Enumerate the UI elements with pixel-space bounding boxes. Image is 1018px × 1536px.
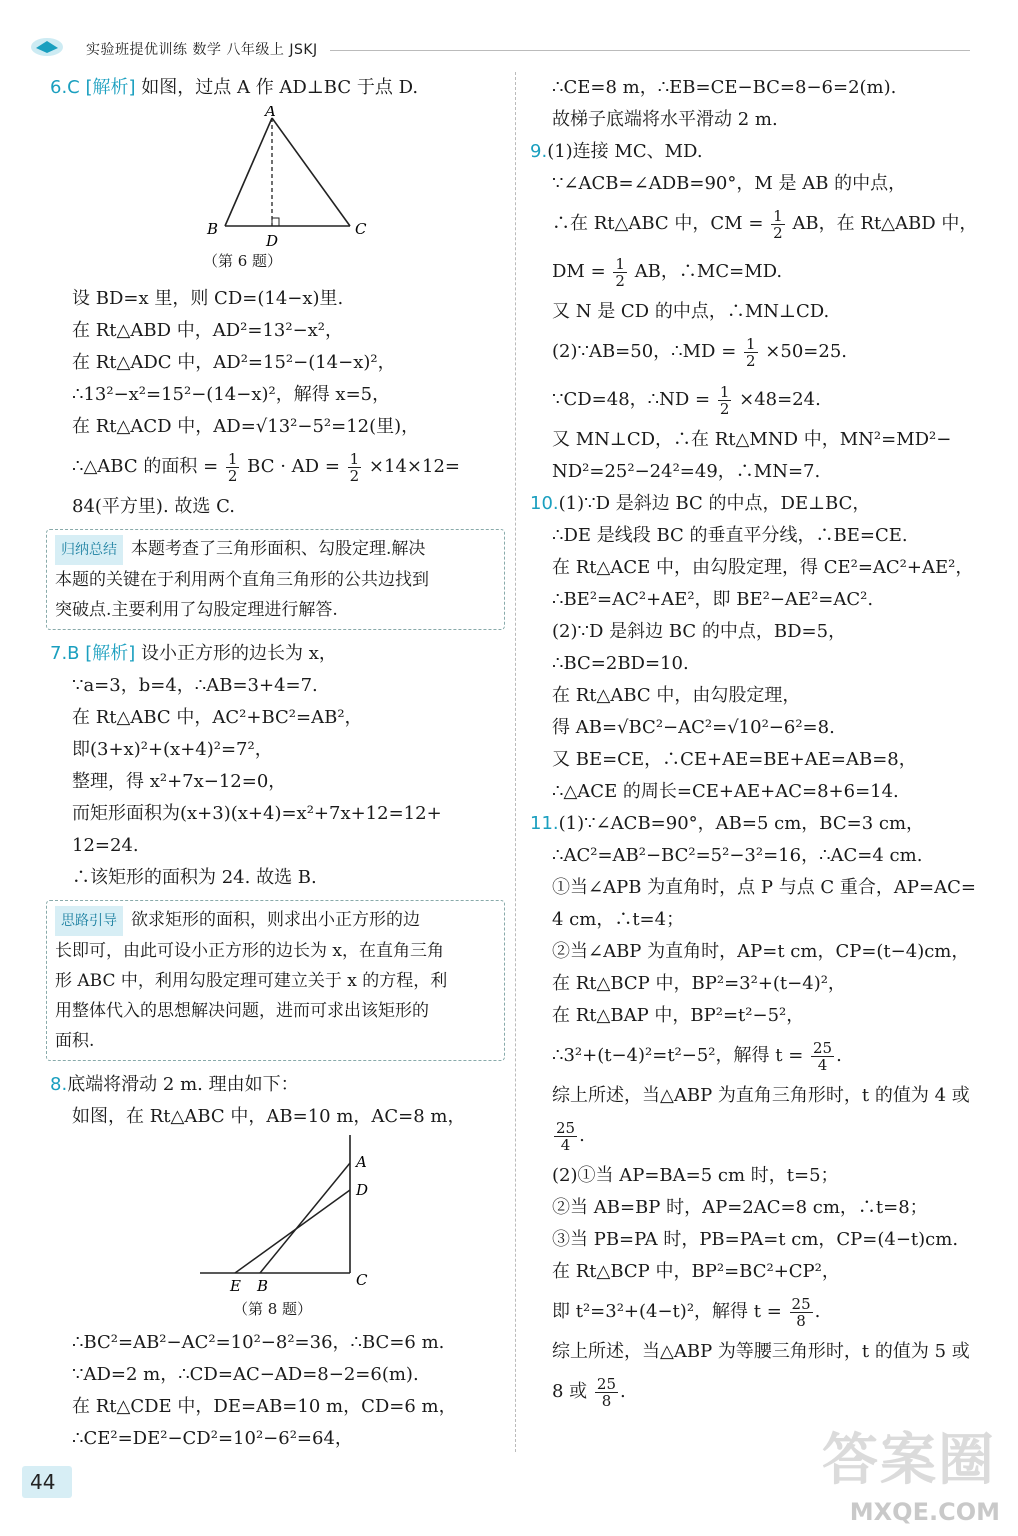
q8-figure (50, 1135, 505, 1325)
q6-line1: 设 BD=x 里，则 CD=(14−x)里. (72, 288, 344, 309)
q8-line1: ∴BC²=AB²−AC²=10²−8²=36，∴BC=6 m. (72, 1332, 445, 1353)
q11-line15: 综上所述，当△ABP 为等腰三角形时，t 的值为 5 或 (552, 1341, 970, 1362)
q6-line3: 在 Rt△ADC 中，AD²=15²−(14−x)²， (72, 352, 396, 373)
guide-label: 思路引导 (55, 906, 123, 936)
q6-label-B: B (207, 220, 219, 238)
guide-box: 思路引导 欲求矩形的面积，则求出小正方形的边 长即可，由此可设小正方形的边长为 x，在直角三角 形 ABC 中，利用勾股定理可建立关于 x 的方程，利 用整体代入的思想解决问题，进而可求出该矩形的 面积. (46, 900, 505, 1061)
q9-line6: ∵CD=48，∴ND = $\frac{1}{2}$ ×48=24. (552, 382, 821, 418)
q10-line9: ∴△ACE 的周长=CE+AE+AC=8+6=14. (552, 781, 899, 802)
q9-line5: (2)∵AB=50，∴MD = $\frac{1}{2}$ ×50=25. (552, 334, 847, 370)
fraction: $\frac{25}{4}$ (556, 1118, 576, 1154)
q6-label-A: A (265, 106, 276, 120)
q7-heading: 7.B [解析] 设小正方形的边长为 x， (50, 643, 337, 664)
summary-label: 归纳总结 (55, 535, 123, 565)
q7-line2: 在 Rt△ABC 中，AC²+BC²=AB²， (72, 707, 363, 728)
q11-line4: ②当∠ABP 为直角时，AP=t cm，CP=(t−4)cm， (552, 941, 970, 962)
q9-line1: ∵∠ACB=∠ADB=90°，M 是 AB 的中点， (552, 173, 907, 194)
right-column (530, 72, 980, 1416)
q6-heading: 6.C [解析] 如图，过点 A 作 AD⊥BC 于点 D. (50, 77, 419, 98)
q11-line8: 综上所述，当△ABP 为直角三角形时，t 的值为 4 或 (552, 1085, 970, 1106)
q9-line4: 又 N 是 CD 的中点，∴MN⊥CD. (552, 301, 830, 322)
q9-line7: 又 MN⊥CD，∴在 Rt△MND 中，MN²=MD²− (552, 429, 952, 450)
q7-line5: 而矩形面积为(x+3)(x+4)=x²+7x+12=12+ (72, 803, 442, 824)
fraction: $\frac{1}{2}$ (746, 334, 756, 370)
q8-label-A: A (356, 1153, 367, 1171)
book-logo-icon (30, 36, 64, 58)
q11-line7: ∴3²+(t−4)²=t²−5²，解得 t = $\frac{25}{4}$ . (552, 1038, 842, 1074)
fraction: $\frac{1}{2}$ (773, 206, 783, 242)
q6-line5: 在 Rt△ACD 中，AD=√13²−5²=12(里)， (72, 416, 420, 437)
q10-line3: ∴BE²=AC²+AE²，即 BE²−AE²=AC². (552, 589, 874, 610)
q9-line8: ND²=25²−24²=49，∴MN=7. (552, 461, 821, 482)
q7-line1: ∵a=3，b=4，∴AB=3+4=7. (72, 675, 318, 696)
q11-line12: ③当 PB=PA 时，PB=PA=t cm，CP=(4−t)cm. (552, 1229, 959, 1250)
q10-line4: (2)∵D 是斜边 BC 的中点，BD=5， (552, 621, 847, 642)
q8-label-C: C (356, 1271, 368, 1289)
q11-line3: 4 cm，∴t=4； (552, 909, 685, 930)
q9-line3: DM = $\frac{1}{2}$ AB，∴MC=MD. (552, 254, 783, 290)
column-divider (515, 72, 516, 1452)
q8-line4: ∴CE²=DE²−CD²=10²−6²=64， (72, 1428, 353, 1449)
fraction: $\frac{1}{2}$ (349, 449, 360, 485)
q11-line11: ②当 AB=BP 时，AP=2AC=8 cm，∴t=8； (552, 1197, 928, 1218)
header-title: 实验班提优训练 数学 八年级上 JSKJ (86, 42, 318, 58)
q10-line8: 又 BE=CE，∴CE+AE=BE+AE=AB=8， (552, 749, 917, 770)
page-header (30, 36, 980, 58)
q8-line3: 在 Rt△CDE 中，DE=AB=10 m，CD=6 m， (72, 1396, 457, 1417)
left-column (50, 72, 505, 1455)
q10-line5: ∴BC=2BD=10. (552, 653, 689, 674)
summary-box: 归纳总结 本题考查了三角形面积、勾股定理.解决 本题的关键在于利用两个直角三角形的公共边找到 突破点.主要利用了勾股定理进行解答. (46, 529, 505, 630)
watermark-text: MXQE.COM (849, 1498, 1000, 1526)
fraction: $\frac{1}{2}$ (227, 449, 238, 485)
q7-line3: 即(3+x)²+(x+4)²=7²， (72, 739, 273, 760)
q11-line9: $\frac{25}{4}$ . (556, 1118, 585, 1154)
fraction: $\frac{25}{8}$ (596, 1374, 617, 1410)
q6-line4: ∴13²−x²=15²−(14−x)²，解得 x=5， (72, 384, 391, 405)
q6-figure (50, 106, 505, 281)
q11-line10: (2)①当 AP=BA=5 cm 时，t=5； (552, 1165, 839, 1186)
q8cont-line1: ∴CE=8 m，∴EB=CE−BC=8−6=2(m). (552, 77, 897, 98)
q7-line7: ∴该矩形的面积为 24. 故选 B. (72, 867, 317, 888)
watermark-logo: 答案圈 (822, 1428, 996, 1493)
q8-line2: ∵AD=2 m，∴CD=AC−AD=8−2=6(m). (72, 1364, 419, 1385)
q10-line6: 在 Rt△ABC 中，由勾股定理， (552, 685, 801, 706)
header-rule (330, 50, 970, 51)
q11-heading: 11.(1)∵∠ACB=90°，AB=5 cm，BC=3 cm， (530, 813, 925, 834)
q6-line2: 在 Rt△ABD 中，AD²=13²−x²， (72, 320, 344, 341)
q9-line2: ∴在 Rt△ABC 中，CM = $\frac{1}{2}$ AB，在 Rt△ABD 中， (552, 206, 978, 242)
q11-line5: 在 Rt△BCP 中，BP²=3²+(t−4)²， (552, 973, 846, 994)
fraction: $\frac{25}{8}$ (791, 1294, 811, 1330)
q9-heading: 9.(1)连接 MC、MD. (530, 141, 703, 162)
q6-label-C: C (355, 220, 367, 238)
page-number: 44 (30, 1470, 56, 1494)
q8-label-B: B (257, 1277, 269, 1295)
fraction: $\frac{25}{4}$ (813, 1038, 833, 1074)
q8-label-D: D (356, 1181, 369, 1199)
q6-line7: 84(平方里). 故选 C. (72, 496, 235, 517)
q11-line13: 在 Rt△BCP 中，BP²=BC²+CP²， (552, 1261, 840, 1282)
ladder-diagram (50, 1135, 505, 1305)
q11-line1: ∴AC²=AB²−BC²=5²−3²=16，∴AC=4 cm. (552, 845, 923, 866)
q7-line6: 12=24. (72, 835, 139, 856)
q8cont-line2: 故梯子底端将水平滑动 2 m. (552, 109, 778, 130)
q6-label-D: D (266, 232, 279, 250)
q8-line0: 如图，在 Rt△ABC 中，AB=10 m，AC=8 m， (72, 1106, 466, 1127)
watermark (810, 1416, 1000, 1526)
q8-label-E: E (230, 1277, 241, 1295)
q10-line2: 在 Rt△ACE 中，由勾股定理，得 CE²=AC²+AE²， (552, 557, 974, 578)
q8-heading: 8.底端将滑动 2 m. 理由如下： (50, 1074, 299, 1095)
q6-line6: ∴△ABC 的面积 = $\frac{1}{2}$ BC · AD = $\frac{1}{2}$ ×14×12= (72, 449, 460, 485)
q10-line1: ∴DE 是线段 BC 的垂直平分线，∴BE=CE. (552, 525, 908, 546)
q10-heading: 10.(1)∵D 是斜边 BC 的中点，DE⊥BC， (530, 493, 871, 514)
fraction: $\frac{1}{2}$ (615, 254, 625, 290)
q11-line6: 在 Rt△BAP 中，BP²=t²−5²， (552, 1005, 805, 1026)
q7-line4: 整理，得 x²+7x−12=0， (72, 771, 287, 792)
q8-caption: （第 8 题） (232, 1300, 313, 1318)
q11-line16: 8 或 $\frac{25}{8}$ . (552, 1374, 626, 1410)
q10-line7: 得 AB=√BC²−AC²=√10²−6²=8. (552, 717, 835, 738)
q6-caption: （第 6 题） (202, 252, 283, 270)
q11-line14: 即 t²=3²+(4−t)²，解得 t = $\frac{25}{8}$ . (552, 1294, 821, 1330)
triangle-diagram (50, 106, 505, 261)
q11-line2: ①当∠APB 为直角时，点 P 与点 C 重合，AP=AC= (552, 877, 976, 898)
fraction: $\frac{1}{2}$ (719, 382, 730, 418)
